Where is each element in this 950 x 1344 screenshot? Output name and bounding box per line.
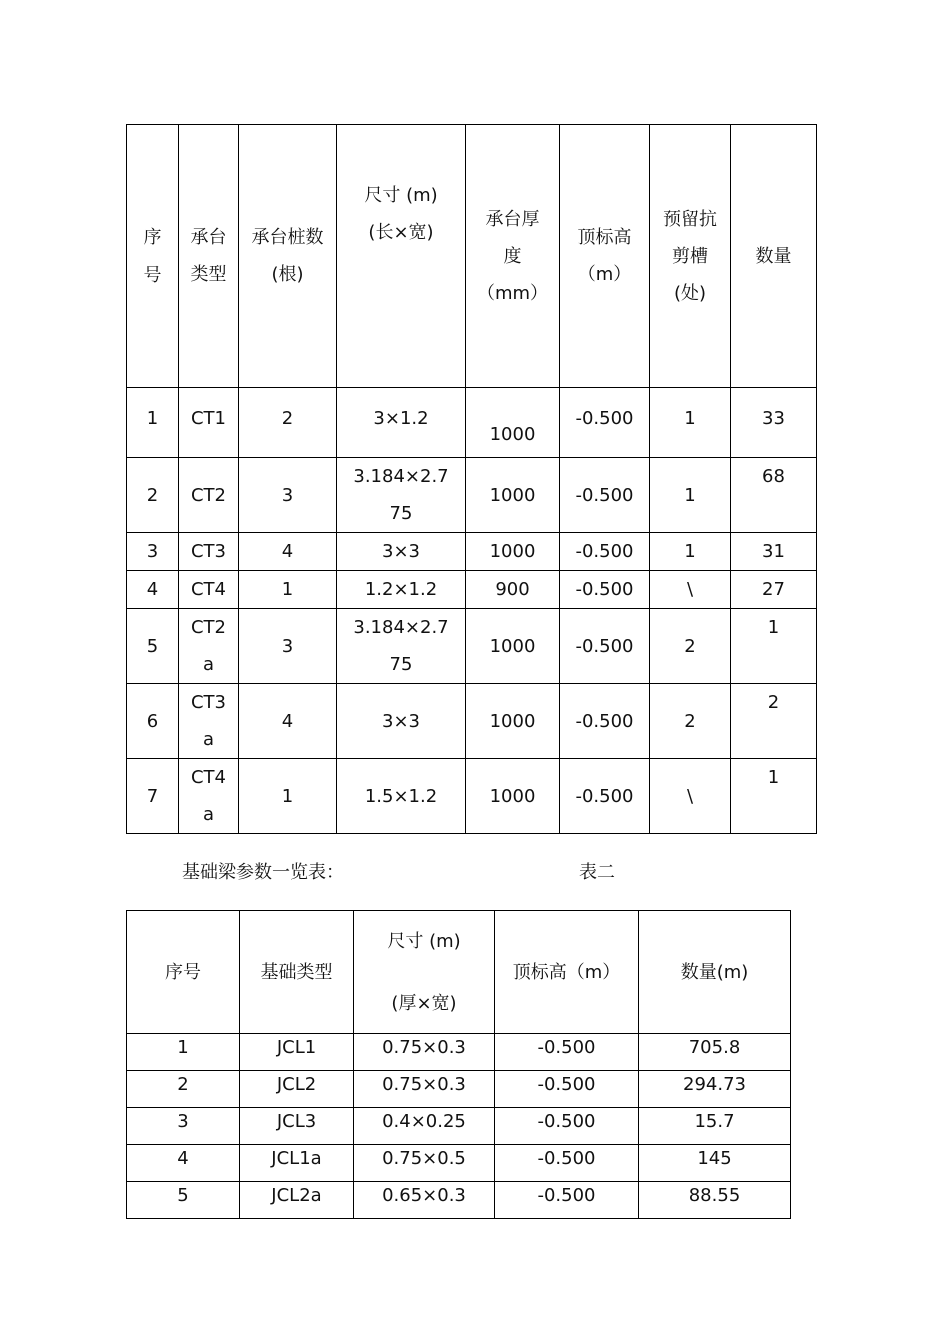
table-row	[127, 571, 817, 609]
cell-size: 1.5×1.2	[337, 759, 466, 834]
header-quantity: 数量	[731, 125, 817, 388]
cell-shear-slot: \	[650, 759, 731, 834]
cell-thickness: 1000	[466, 609, 560, 684]
cell-shear-slot: 1	[650, 458, 731, 533]
cell-size: 3×3	[337, 533, 466, 571]
pile-cap-table	[126, 124, 817, 834]
cell-foundation-type: JCL3	[240, 1108, 354, 1145]
cell-quantity: 31	[731, 533, 817, 571]
table-row	[127, 1145, 791, 1182]
cell-size: 3.184×2.7 75	[337, 458, 466, 533]
cell-pile-count: 2	[239, 388, 337, 458]
cell-top-elevation: -0.500	[560, 684, 650, 759]
cell-cap-type: CT4	[179, 571, 239, 609]
cell-index: 1	[127, 388, 179, 458]
foundation-beam-table	[126, 910, 791, 1219]
cell-size: 0.75×0.3	[354, 1034, 495, 1071]
section-title: 基础梁参数一览表：	[182, 862, 344, 883]
cell-top-elevation: -0.500	[560, 388, 650, 458]
cell-index: 6	[127, 684, 179, 759]
cell-thickness: 1000	[466, 759, 560, 834]
cell-top-elevation: -0.500	[560, 571, 650, 609]
cell-top-elevation: -0.500	[560, 759, 650, 834]
header-size: 尺寸 (m) (厚×宽)	[354, 911, 495, 1034]
cell-pile-count: 3	[239, 609, 337, 684]
cell-index: 2	[127, 1071, 240, 1108]
cell-cap-type: CT3 a	[179, 684, 239, 759]
cell-index: 4	[127, 1145, 240, 1182]
cell-pile-count: 4	[239, 684, 337, 759]
cell-thickness: 1000	[466, 684, 560, 759]
header-index: 序号	[127, 911, 240, 1034]
cell-thickness: 1000	[466, 388, 560, 458]
cell-top-elevation: -0.500	[560, 458, 650, 533]
cell-foundation-type: JCL2	[240, 1071, 354, 1108]
header-cap-type: 承台 类型	[179, 125, 239, 388]
cell-size: 0.75×0.3	[354, 1071, 495, 1108]
table-row	[127, 759, 817, 834]
table-row	[127, 1182, 791, 1219]
header-shear-slot: 预留抗 剪槽 (处)	[650, 125, 731, 388]
cell-quantity: 15.7	[639, 1108, 791, 1145]
table-row	[127, 533, 817, 571]
cell-index: 3	[127, 1108, 240, 1145]
cell-top-elevation: -0.500	[495, 1034, 639, 1071]
table-row	[127, 1034, 791, 1071]
cell-quantity: 33	[731, 388, 817, 458]
cell-quantity: 705.8	[639, 1034, 791, 1071]
cell-foundation-type: JCL1	[240, 1034, 354, 1071]
header-foundation-type: 基础类型	[240, 911, 354, 1034]
cell-top-elevation: -0.500	[495, 1071, 639, 1108]
cell-pile-count: 1	[239, 571, 337, 609]
cell-thickness: 1000	[466, 458, 560, 533]
cell-size: 3×3	[337, 684, 466, 759]
cell-index: 3	[127, 533, 179, 571]
table-row	[127, 1071, 791, 1108]
cell-index: 4	[127, 571, 179, 609]
header-top-elevation: 顶标高（m）	[495, 911, 639, 1034]
cell-quantity: 1	[731, 609, 817, 684]
cell-quantity: 145	[639, 1145, 791, 1182]
table-row	[127, 684, 817, 759]
cell-quantity: 294.73	[639, 1071, 791, 1108]
cell-index: 2	[127, 458, 179, 533]
cell-size: 3×1.2	[337, 388, 466, 458]
cell-top-elevation: -0.500	[495, 1145, 639, 1182]
cell-quantity: 2	[731, 684, 817, 759]
cell-pile-count: 1	[239, 759, 337, 834]
cell-top-elevation: -0.500	[495, 1108, 639, 1145]
cell-top-elevation: -0.500	[560, 533, 650, 571]
cell-pile-count: 3	[239, 458, 337, 533]
cell-thickness: 900	[466, 571, 560, 609]
cell-foundation-type: JCL1a	[240, 1145, 354, 1182]
header-thickness: 承台厚 度 （mm）	[466, 125, 560, 388]
cell-index: 7	[127, 759, 179, 834]
cell-quantity: 27	[731, 571, 817, 609]
cell-quantity: 68	[731, 458, 817, 533]
table-row	[127, 458, 817, 533]
table-row	[127, 388, 817, 458]
cell-foundation-type: JCL2a	[240, 1182, 354, 1219]
cell-pile-count: 4	[239, 533, 337, 571]
header-quantity: 数量(m)	[639, 911, 791, 1034]
cell-size: 0.4×0.25	[354, 1108, 495, 1145]
cell-shear-slot: 1	[650, 388, 731, 458]
header-size: 尺寸 (m) (长×宽)	[337, 125, 466, 388]
table-row	[127, 609, 817, 684]
cell-index: 5	[127, 609, 179, 684]
cell-index: 1	[127, 1034, 240, 1071]
cell-cap-type: CT2	[179, 458, 239, 533]
cell-size: 0.65×0.3	[354, 1182, 495, 1219]
cell-shear-slot: 1	[650, 533, 731, 571]
table2-header-row	[127, 911, 791, 1034]
cell-quantity: 1	[731, 759, 817, 834]
cell-shear-slot: \	[650, 571, 731, 609]
cell-top-elevation: -0.500	[560, 609, 650, 684]
cell-size: 0.75×0.5	[354, 1145, 495, 1182]
table-label: 表二	[579, 862, 615, 883]
cell-cap-type: CT3	[179, 533, 239, 571]
cell-cap-type: CT2 a	[179, 609, 239, 684]
cell-shear-slot: 2	[650, 684, 731, 759]
header-top-elevation: 顶标高 （m）	[560, 125, 650, 388]
cell-cap-type: CT4 a	[179, 759, 239, 834]
header-pile-count: 承台桩数 (根)	[239, 125, 337, 388]
cell-shear-slot: 2	[650, 609, 731, 684]
cell-index: 5	[127, 1182, 240, 1219]
cell-quantity: 88.55	[639, 1182, 791, 1219]
cell-size: 1.2×1.2	[337, 571, 466, 609]
cell-cap-type: CT1	[179, 388, 239, 458]
cell-thickness: 1000	[466, 533, 560, 571]
table1-header-row	[127, 125, 817, 388]
table-row	[127, 1108, 791, 1145]
header-index: 序 号	[127, 125, 179, 388]
cell-size: 3.184×2.7 75	[337, 609, 466, 684]
cell-top-elevation: -0.500	[495, 1182, 639, 1219]
